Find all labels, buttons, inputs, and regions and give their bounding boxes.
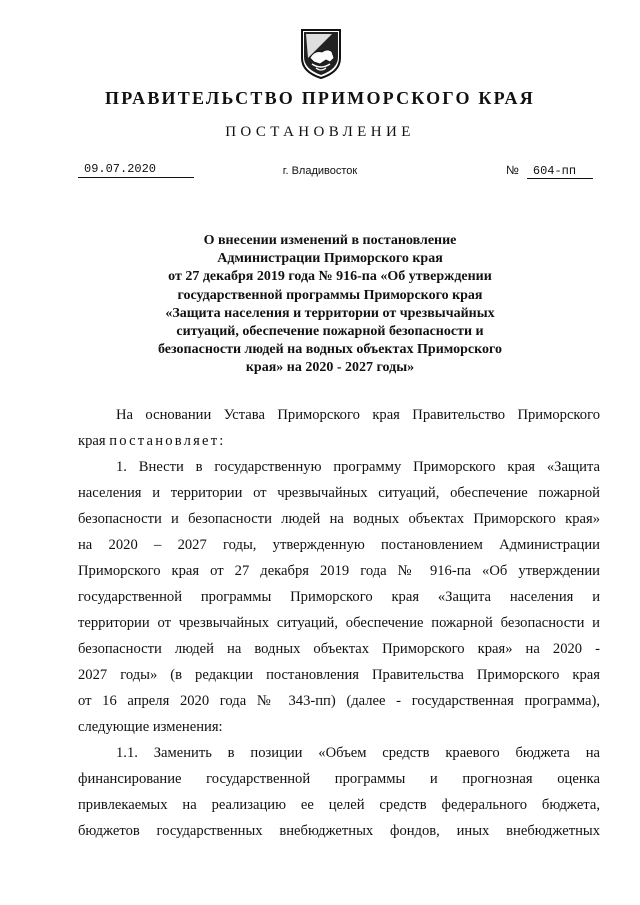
subject-line: от 27 декабря 2019 года № 916-па «Об утверждении — [168, 269, 492, 285]
body-line: 1. Внести в государственную программу Приморского края «Защита — [116, 459, 600, 475]
body-line — [78, 428, 600, 454]
number-sign: № — [506, 163, 519, 177]
body-line: 2027 годы» (в редакции постановления Правительства Приморского края — [78, 667, 600, 683]
body-line: На основании Устава Приморского края Правительство Приморского — [116, 407, 600, 423]
document-city: г. Владивосток — [282, 165, 358, 177]
subject-line: О внесении изменений в постановление — [203, 233, 457, 248]
body-line: финансирование государственной программы и прогнозная оценка — [78, 771, 600, 787]
body-line: следующие изменения: — [78, 719, 223, 735]
subject-line: безопасности людей на водных объектах Приморского — [157, 342, 503, 358]
subject-line: края» на 2020 - 2027 годы» — [245, 360, 415, 376]
body-line: на 2020 – 2027 годы, утвержденную постановлением Администрации — [78, 537, 600, 553]
body-text: края — [78, 433, 110, 449]
document-number: 604-пп — [527, 164, 593, 179]
subject-line: государственной программы Приморского края — [177, 287, 483, 303]
body-line: 1.1. Заменить в позиции «Объем средств краевого бюджета на — [116, 745, 600, 761]
document-subject — [120, 232, 540, 378]
primorye-coat-of-arms-icon — [298, 28, 344, 80]
body-line: государственной программы Приморского края «Защита населения и — [78, 589, 600, 605]
subject-line: ситуаций, обеспечение пожарной безопасности и — [176, 324, 484, 340]
document-number-block — [506, 163, 593, 179]
subject-line: Администрации Приморского края — [217, 251, 443, 267]
body-line: безопасности людей на водных объектах Приморского края» на 2020 - — [78, 641, 600, 657]
document-type: ПОСТАНОВЛЕНИЕ — [225, 124, 415, 140]
body-line: бюджетов государственных внебюджетных фондов, иных внебюджетных — [78, 823, 600, 839]
body-line: населения и территории от чрезвычайных ситуаций, обеспечение пожарной — [78, 485, 600, 501]
body-line: Приморского края от 27 декабря 2019 года № 916-па «Об утверждении — [78, 563, 600, 579]
body-line: безопасности и безопасности людей на водных объектах Приморского края» — [78, 511, 600, 527]
document-date: 09.07.2020 — [78, 162, 194, 178]
government-title: ПРАВИТЕЛЬСТВО ПРИМОРСКОГО КРАЯ — [105, 88, 535, 108]
body-line: привлекаемых на реализацию ее целей средств федерального бюджета, — [78, 797, 600, 813]
body-line: от 16 апреля 2020 года № 343-пп) (далее - государственная программа), — [78, 693, 600, 709]
body-line: территории от чрезвычайных ситуаций, обеспечение пожарной безопасности и — [78, 615, 600, 631]
decree-word: постановляет: — [109, 433, 226, 449]
subject-line: «Защита населения и территории от чрезвычайных — [165, 305, 495, 321]
